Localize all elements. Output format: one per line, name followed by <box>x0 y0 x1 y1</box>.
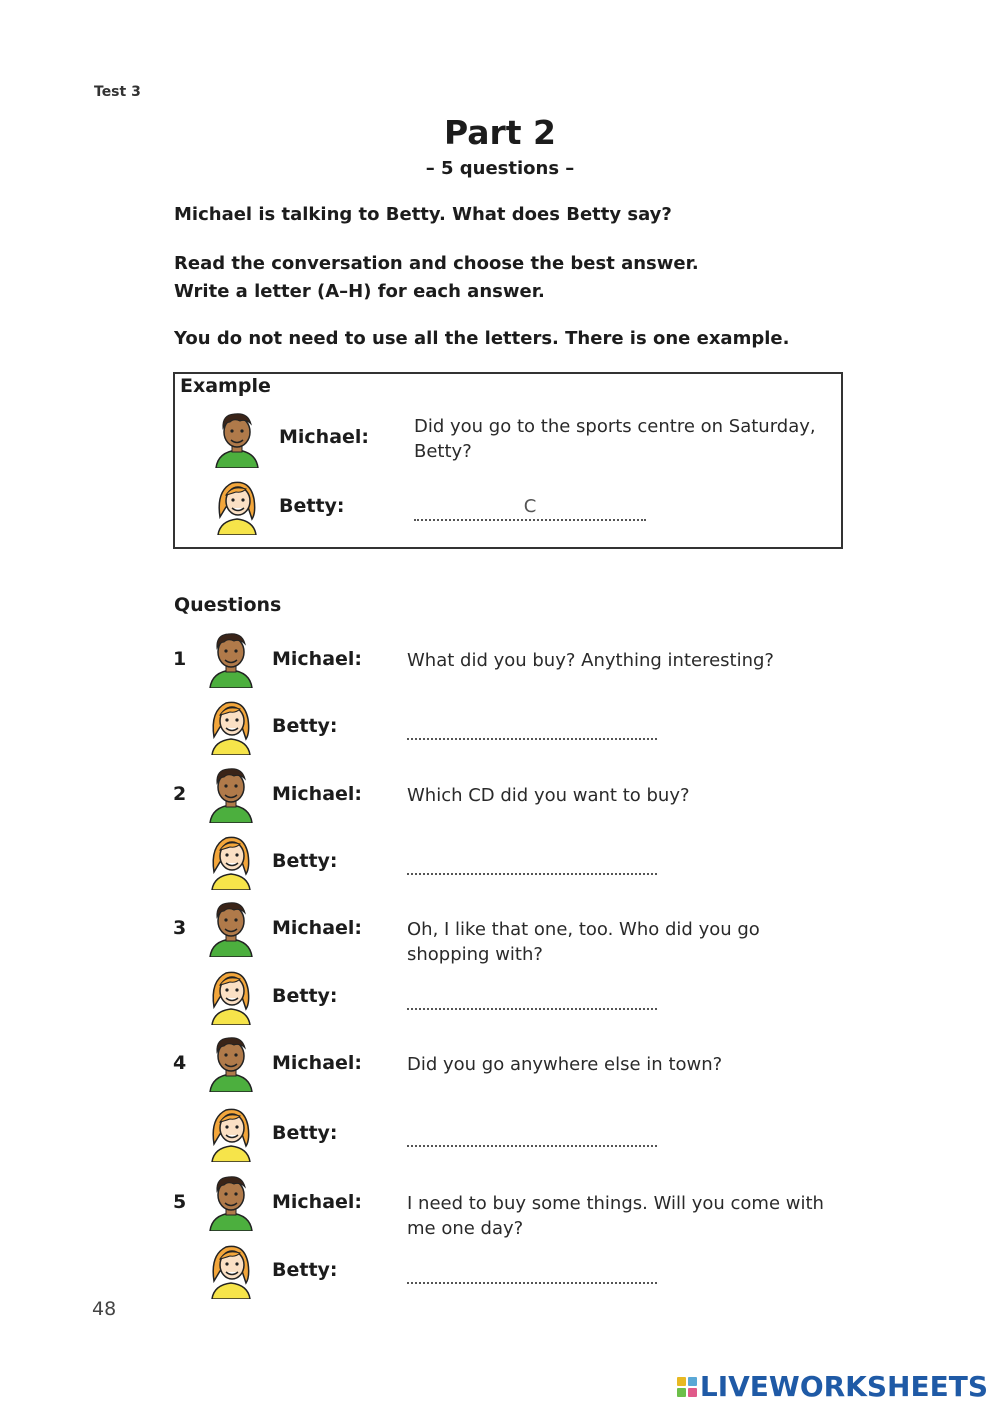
example-speaker-betty: Betty: <box>279 495 345 517</box>
michael-line <box>407 917 837 967</box>
question-number: 3 <box>173 917 187 939</box>
michael-line-2: shopping with? <box>407 944 543 965</box>
question-number: 2 <box>173 783 187 805</box>
answer-input-1[interactable] <box>407 738 657 740</box>
question-number: 1 <box>173 648 187 670</box>
liveworksheets-logo <box>677 1370 988 1403</box>
michael-avatar-icon <box>212 410 262 468</box>
part-title: Part 2 <box>443 113 557 152</box>
betty-avatar-icon <box>206 1104 256 1162</box>
question-number: 5 <box>173 1191 187 1213</box>
part-subtitle: – 5 questions – <box>425 158 575 179</box>
michael-avatar-icon <box>206 630 256 688</box>
speaker-betty: Betty: <box>272 1122 338 1144</box>
answer-input-3[interactable] <box>407 1008 657 1010</box>
speaker-michael: Michael: <box>272 783 363 805</box>
betty-avatar-icon <box>206 697 256 755</box>
betty-avatar-icon <box>206 967 256 1025</box>
example-answer-line <box>414 519 646 521</box>
speaker-michael: Michael: <box>272 917 363 939</box>
example-question-line-1: Did you go to the sports centre on Saturday, <box>414 416 816 437</box>
speaker-betty: Betty: <box>272 850 338 872</box>
michael-avatar-icon <box>206 765 256 823</box>
example-answer: C <box>523 496 537 517</box>
michael-line-1: What did you buy? Anything interesting? <box>407 650 774 671</box>
example-question-line-2: Betty? <box>414 441 472 462</box>
michael-line-1: Did you go anywhere else in town? <box>407 1054 723 1075</box>
michael-line-1: Oh, I like that one, too. Who did you go <box>407 919 760 940</box>
betty-avatar-icon <box>206 1241 256 1299</box>
answer-input-5[interactable] <box>407 1282 657 1284</box>
test-label: Test 3 <box>94 84 141 100</box>
speaker-michael: Michael: <box>272 1191 363 1213</box>
instruction-read: Read the conversation and choose the best answer. <box>174 253 699 274</box>
questions-heading: Questions <box>174 594 282 616</box>
michael-avatar-icon <box>206 1034 256 1092</box>
answer-input-4[interactable] <box>407 1145 657 1147</box>
instruction-context: Michael is talking to Betty. What does Betty say? <box>174 204 672 225</box>
speaker-betty: Betty: <box>272 715 338 737</box>
question-number: 4 <box>173 1052 187 1074</box>
michael-line <box>407 1191 837 1241</box>
page-number: 48 <box>92 1298 117 1320</box>
example-speaker-michael: Michael: <box>279 426 370 448</box>
michael-line <box>407 783 837 808</box>
michael-avatar-icon <box>206 899 256 957</box>
speaker-betty: Betty: <box>272 985 338 1007</box>
michael-line <box>407 648 837 673</box>
instruction-note: You do not need to use all the letters. There is one example. <box>174 328 790 349</box>
michael-line-2: me one day? <box>407 1218 524 1239</box>
example-question <box>414 414 844 464</box>
betty-avatar-icon <box>212 477 262 535</box>
betty-avatar-icon <box>206 832 256 890</box>
speaker-betty: Betty: <box>272 1259 338 1281</box>
liveworksheets-wordmark: LIVEWORKSHEETS <box>699 1370 988 1403</box>
liveworksheets-logo-icon <box>677 1377 697 1397</box>
michael-line <box>407 1052 837 1077</box>
speaker-michael: Michael: <box>272 1052 363 1074</box>
michael-avatar-icon <box>206 1173 256 1231</box>
instruction-write: Write a letter (A–H) for each answer. <box>174 281 545 302</box>
speaker-michael: Michael: <box>272 648 363 670</box>
example-heading: Example <box>180 375 271 397</box>
michael-line-1: Which CD did you want to buy? <box>407 785 690 806</box>
michael-line-1: I need to buy some things. Will you come with <box>407 1193 824 1214</box>
answer-input-2[interactable] <box>407 873 657 875</box>
